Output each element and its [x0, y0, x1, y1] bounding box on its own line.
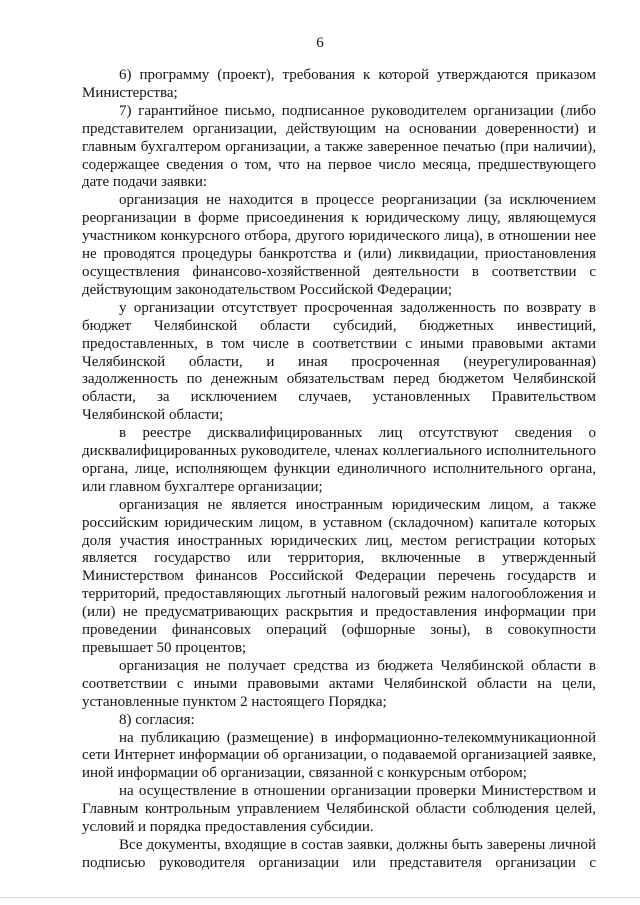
- paragraph-no-other-budget-funds: организация не получает средства из бюджета Челябинской области в соответствии с иными правовыми актами Челябинской области на цели, установленные пунктом 2 настоящего Порядка;: [82, 657, 596, 710]
- paragraph-consent-publication: на публикацию (размещение) в информационно-телекоммуникационной сети Интернет информации об организации, о подаваемой организацией заявке, иной информации об организации, связанной с конкурсным отбором;: [82, 729, 596, 782]
- page-number: 6: [316, 35, 324, 51]
- document-body: [82, 67, 596, 873]
- paragraph-not-foreign-entity: организация не является иностранным юридическим лицом, а также российским юридическим лицом, в уставном (складочном) капитале которых доля участия иностранных юридических лиц, местом регистрации которых является государство или территория, включенные в утвержденный Министерством финансов Российской Федерации перечень государств и территорий, предоставляющих льготный налоговый режим налогообложения и (или) не предусматривающих раскрытия и предоставления информации при проведении финансовых операций (офшорные зоны), в совокупности превышает 50 процентов;: [82, 496, 596, 656]
- paragraph-item-6-program: 6) программу (проект), требования к которой утверждаются приказом Министерства;: [82, 67, 596, 101]
- paragraph-no-reorganization: организация не находится в процессе реорганизации (за исключением реорганизации в форме присоединения к юридическому лицу, являющемуся участником конкурсного отбора, другого юридического лица), в отношении нее не проводятся процедуры банкротства и (или) ликвидации, приостановления осуществления финансово-хозяйственной деятельности в соответствии с действующим законодательством Российской Федерации;: [82, 192, 596, 298]
- paragraph-item-8-consents: 8) согласия:: [119, 711, 195, 728]
- page-bottom-edge: [0, 897, 640, 898]
- paragraph-consent-inspection: на осуществление в отношении организации проверки Министерством и Главным контрольным управлением Челябинской области соблюдения целей, условий и порядка предоставления субсидии.: [82, 783, 596, 836]
- paragraph-no-overdue-debt: у организации отсутствует просроченная задолженность по возврату в бюджет Челябинской области субсидий, бюджетных инвестиций, предоставленных, в том числе в соответствии с иными правовыми актами Челябинской области, и иная просроченная (неурегулированная) задолженность по денежным обязательствам перед бюджетом Челябинской области, за исключением случаев, установленных Правительством Челябинской области;: [82, 299, 596, 424]
- paragraph-item-7-guarantee-letter: 7) гарантийное письмо, подписанное руководителем организации (либо представителем организации, действующим на основании доверенности) и главным бухгалтером организации, а также заверенное печатью (при наличии), содержащее сведения о том, что на первое число месяца, предшествующего дате подачи заявки:: [82, 102, 596, 191]
- paragraph-documents-signature: Все документы, входящие в состав заявки, должны быть заверены личной подписью руководителя организации или представителя организации с: [82, 836, 596, 871]
- paragraph-disqualified-persons: в реестре дисквалифицированных лиц отсутствуют сведения о дисквалифицированных руководителе, членах коллегиального исполнительного органа, лице, исполняющем функции единоличного исполнительного органа, или главном бухгалтере организации;: [82, 425, 596, 495]
